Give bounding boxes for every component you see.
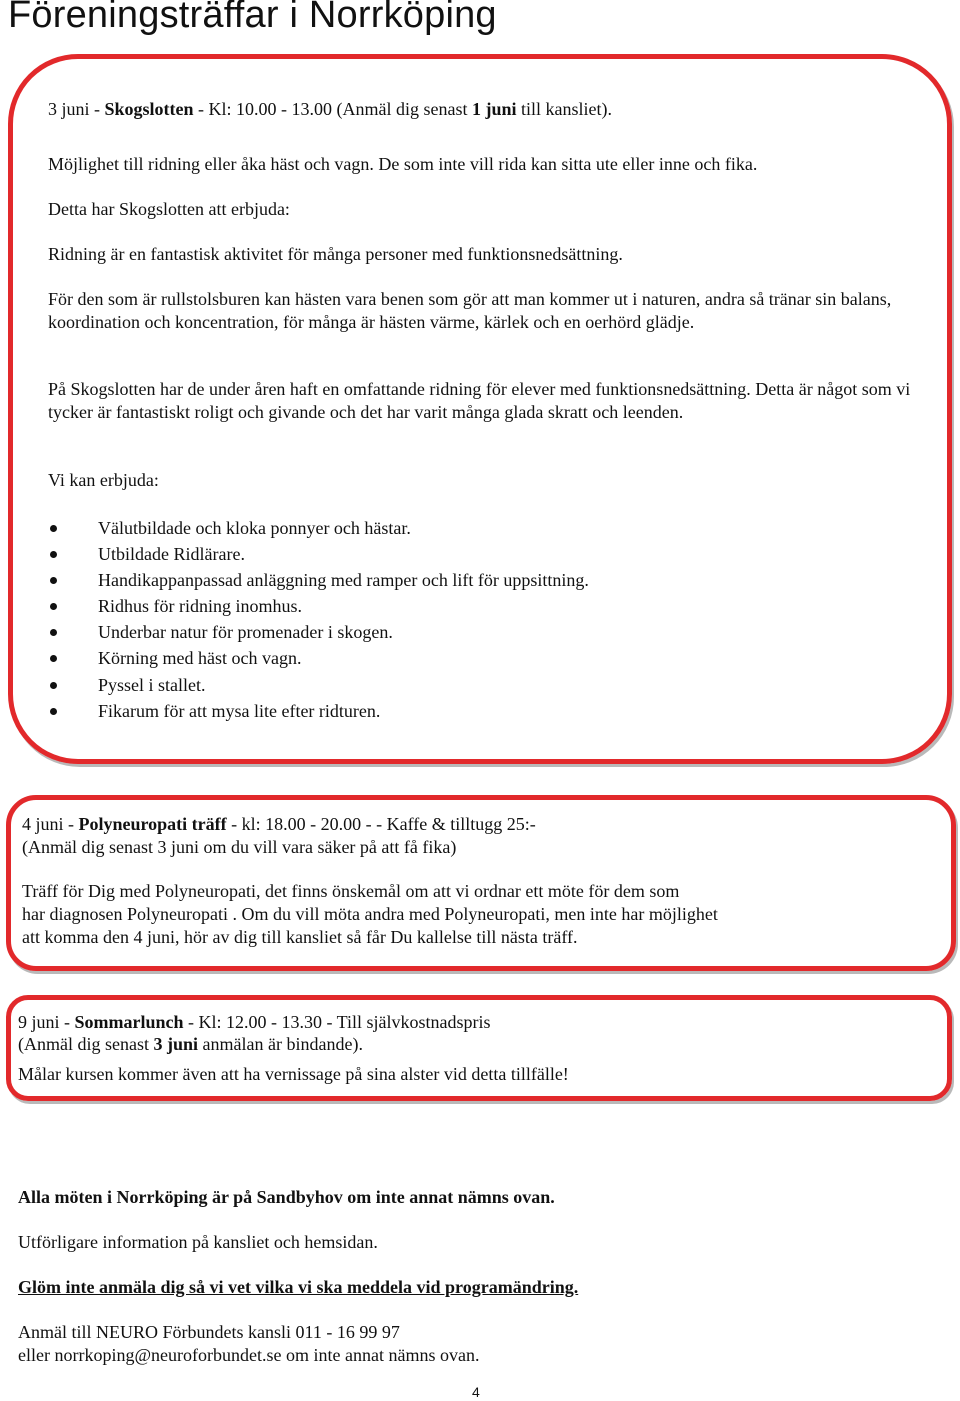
- sommarlunch-name: Sommarlunch: [74, 1012, 184, 1032]
- skogslotten-after: till kansliet).: [516, 99, 612, 119]
- list-item: Underbar natur för promenader i skogen.: [48, 619, 589, 645]
- polyneuropati-date: 4 juni -: [22, 814, 79, 834]
- bullet-icon: [50, 655, 57, 662]
- polyneuropati-signup: (Anmäl dig senast 3 juni om du vill vara säker på att få fika): [22, 837, 457, 857]
- polyneuropati-text-3: att komma den 4 juni, hör av dig till kansliet så får Du kallelse till nästa träff.: [22, 927, 578, 947]
- list-item: Handikappanpassad anläggning med ramper och lift för uppsittning.: [48, 567, 589, 593]
- bullet-icon: [50, 551, 57, 558]
- sommarlunch-vernissage: Målar kursen kommer även att ha vernissage på sina alster vid detta tillfälle!: [18, 1064, 569, 1084]
- skogslotten-offer-heading: Detta har Skogslotten att erbjuda:: [48, 199, 290, 219]
- sommarlunch-date: 9 juni -: [18, 1012, 75, 1032]
- bullet-icon: [50, 603, 57, 610]
- list-item: Pyssel i stallet.: [48, 672, 589, 698]
- sommarlunch-signup: (Anmäl dig senast 3 juni anmälan är bindande).: [18, 1034, 363, 1054]
- list-item: Ridhus för ridning inomhus.: [48, 593, 589, 619]
- skogslotten-wheelchair-text: För den som är rullstolsburen kan hästen vara benen som gör att man kommer ut i naturen, andra så tränar sin balans, koordination och koncentration, för många är hästen värme, kärlek och en oerhörd glädje.: [48, 289, 892, 332]
- skogslotten-place: Skogslotten: [104, 99, 194, 119]
- list-item: Välutbildade och kloka ponnyer och hästar.: [48, 515, 589, 541]
- bullet-icon: [50, 577, 57, 584]
- polyneuropati-text-2: har diagnosen Polyneuropati . Om du vill möta andra med Polyneuropati, men inte har möjlighet: [22, 904, 718, 924]
- location-note: Alla möten i Norrköping är på Sandbyhov om inte annat nämns ovan.: [18, 1187, 555, 1207]
- contact-line-1: Anmäl till NEURO Förbundets kansli 011 - 16 99 97: [18, 1322, 400, 1342]
- skogslotten-time: - Kl: 10.00 - 13.00 (Anmäl dig senast: [193, 99, 472, 119]
- contact-line-2: eller norrkoping@neuroforbundet.se om inte annat nämns ovan.: [18, 1345, 480, 1365]
- polyneuropati-name: Polyneuropati träff: [78, 814, 227, 834]
- skogslotten-history-text: På Skogslotten har de under åren haft en omfattande ridning för elever med funktionsnedsättning. Detta är något som vi tycker är fantastiskt roligt och givande och det har varit många glada skratt och leenden.: [48, 379, 911, 422]
- registration-reminder: Glöm inte anmäla dig så vi vet vilka vi ska meddela vid programändring.: [18, 1277, 579, 1297]
- skogslotten-date: 3 juni -: [48, 99, 105, 119]
- page-title: Föreningsträffar i Norrköping: [8, 0, 497, 36]
- polyneuropati-time: - kl: 18.00 - 20.00 - - Kaffe & tilltugg 25:-: [226, 814, 536, 834]
- bullet-icon: [50, 525, 57, 532]
- skogslotten-offer-list: [48, 515, 589, 724]
- skogslotten-intro: Möjlighet till ridning eller åka häst och vagn. De som inte vill rida kan sitta ute eller inne och fika.: [48, 154, 758, 174]
- bullet-icon: [50, 629, 57, 636]
- page-number: 4: [472, 1384, 480, 1400]
- polyneuropati-text-1: Träff för Dig med Polyneuropati, det finns önskemål om att vi ordnar ett möte för dem som: [22, 881, 680, 901]
- list-item: Fikarum för att mysa lite efter ridturen.: [48, 698, 589, 724]
- list-item: Körning med häst och vagn.: [48, 645, 589, 671]
- bullet-icon: [50, 682, 57, 689]
- skogslotten-deadline: 1 juni: [471, 99, 517, 119]
- info-note: Utförligare information på kansliet och hemsidan.: [18, 1232, 378, 1252]
- sommarlunch-heading: [18, 1011, 491, 1034]
- list-item: Utbildade Ridlärare.: [48, 541, 589, 567]
- bullet-icon: [50, 708, 57, 715]
- skogslotten-heading: [48, 98, 612, 121]
- sommarlunch-deadline: 3 juni: [153, 1034, 199, 1054]
- sommarlunch-time: - Kl: 12.00 - 13.30 - Till självkostnadspris: [183, 1012, 491, 1032]
- polyneuropati-heading: [22, 813, 536, 836]
- skogslotten-offer-label: Vi kan erbjuda:: [48, 470, 159, 490]
- skogslotten-riding-text: Ridning är en fantastisk aktivitet för många personer med funktionsnedsättning.: [48, 244, 623, 264]
